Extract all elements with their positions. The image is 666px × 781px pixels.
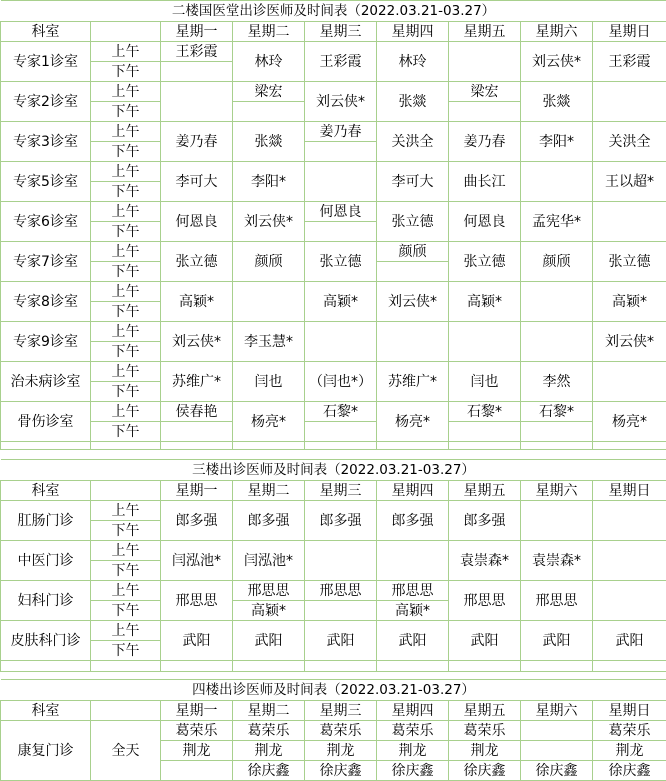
slot-pm: 下午 — [91, 142, 161, 162]
header-day: 星期三 — [305, 22, 377, 42]
doctor-cell: 郎多强 — [161, 501, 233, 541]
doctor-cell: 高颖* — [593, 282, 666, 322]
header-day: 星期一 — [161, 481, 233, 501]
doctor-cell-am: 梁宏 — [449, 82, 521, 102]
doctor-cell: 张立德 — [161, 242, 233, 282]
room-row — [1, 422, 666, 442]
empty-cell — [449, 42, 521, 82]
room-row — [1, 581, 666, 601]
room-row — [1, 322, 666, 342]
empty-cell — [521, 162, 593, 202]
empty-cell — [233, 282, 305, 322]
empty-cell — [161, 82, 233, 122]
room-row — [1, 82, 666, 102]
doctor-cell: 徐庆鑫 — [305, 761, 377, 781]
doctor-cell: 曲长江 — [449, 162, 521, 202]
doctor-cell: 杨亮* — [233, 402, 305, 442]
doctor-cell: 刘云侠* — [305, 82, 377, 122]
room-row — [1, 621, 666, 641]
doctor-cell-am: 邢思思 — [305, 581, 377, 601]
slot-pm: 下午 — [91, 222, 161, 242]
header-day: 星期五 — [449, 701, 521, 721]
empty-cell — [521, 721, 593, 741]
slot-am: 上午 — [91, 242, 161, 262]
doctor-cell-am: 姜乃春 — [305, 122, 377, 142]
room-name: 中医门诊 — [1, 541, 91, 581]
floor4-table — [0, 679, 666, 781]
slot-pm: 下午 — [91, 521, 161, 541]
doctor-cell: 荆龙 — [305, 741, 377, 761]
empty-cell — [593, 82, 666, 122]
slot-pm: 下午 — [91, 62, 161, 82]
slot-am: 上午 — [91, 202, 161, 222]
doctor-cell: 张立德 — [305, 242, 377, 282]
room-name: 妇科门诊 — [1, 581, 91, 621]
empty-cell — [377, 541, 449, 581]
doctor-cell-am: 何恩良 — [305, 202, 377, 222]
doctor-cell: 郎多强 — [305, 501, 377, 541]
doctor-cell: 袁崇森* — [521, 541, 593, 581]
doctor-cell: 颜颀 — [521, 242, 593, 282]
doctor-cell: 姜乃春 — [449, 122, 521, 162]
slot-am: 上午 — [91, 162, 161, 182]
room-name: 骨伤诊室 — [1, 402, 91, 442]
room-row — [1, 501, 666, 521]
doctor-cell: 高颖* — [305, 282, 377, 322]
empty-cell — [305, 541, 377, 581]
doctor-cell: 武阳 — [161, 621, 233, 661]
slot-am: 上午 — [91, 122, 161, 142]
room-row — [1, 122, 666, 142]
slot-am: 上午 — [91, 282, 161, 302]
doctor-cell: 刘云侠* — [161, 322, 233, 362]
doctor-cell: 高颖* — [161, 282, 233, 322]
slot-am: 上午 — [91, 621, 161, 641]
slot-pm: 下午 — [91, 382, 161, 402]
doctor-cell: 孟宪华* — [521, 202, 593, 242]
room-name: 专家2诊室 — [1, 82, 91, 122]
doctor-cell: 张燚 — [233, 122, 305, 162]
doctor-cell: 闫泓池* — [161, 541, 233, 581]
doctor-cell: 刘云侠* — [377, 282, 449, 322]
doctor-cell-pm — [161, 62, 233, 82]
doctor-cell-pm — [305, 422, 377, 442]
doctor-cell: 李然 — [521, 362, 593, 402]
slot-pm: 下午 — [91, 422, 161, 442]
room-name: 治未病诊室 — [1, 362, 91, 402]
room-name: 康复门诊 — [1, 721, 91, 781]
doctor-cell: 张立德 — [449, 242, 521, 282]
doctor-cell: 李可大 — [377, 162, 449, 202]
room-name: 专家9诊室 — [1, 322, 91, 362]
doctor-cell-pm — [305, 601, 377, 621]
doctor-cell: 张立德 — [593, 242, 666, 282]
floor3-header-row — [1, 481, 666, 501]
room-row — [1, 402, 666, 422]
doctor-cell-am: 石黎* — [521, 402, 593, 422]
gap-row — [1, 442, 666, 450]
doctor-cell: 武阳 — [305, 621, 377, 661]
empty-cell — [521, 322, 593, 362]
floor2-title: 二楼国医堂出诊医师及时间表（2022.03.21-03.27） — [1, 1, 666, 22]
slot-am: 上午 — [91, 581, 161, 601]
header-slot — [91, 22, 161, 42]
doctor-cell-pm — [233, 102, 305, 122]
room-row — [1, 282, 666, 302]
doctor-cell: 葛荣乐 — [233, 721, 305, 741]
header-day: 星期一 — [161, 701, 233, 721]
doctor-cell: 关洪全 — [593, 122, 666, 162]
doctor-cell: 郎多强 — [233, 501, 305, 541]
empty-cell — [305, 322, 377, 362]
header-day: 星期一 — [161, 22, 233, 42]
room-name: 专家3诊室 — [1, 122, 91, 162]
room-row — [1, 202, 666, 222]
doctor-cell: 武阳 — [377, 621, 449, 661]
doctor-cell-pm — [377, 262, 449, 282]
floor4-header-row — [1, 701, 666, 721]
doctor-cell: 姜乃春 — [161, 122, 233, 162]
room-name: 专家8诊室 — [1, 282, 91, 322]
doctor-cell: 李阳* — [521, 122, 593, 162]
doctor-cell-pm — [305, 222, 377, 242]
doctor-cell: 李阳* — [233, 162, 305, 202]
header-day: 星期日 — [593, 22, 666, 42]
doctor-cell: 葛荣乐 — [377, 721, 449, 741]
empty-cell — [593, 501, 666, 541]
header-day: 星期三 — [305, 481, 377, 501]
floor3-title: 三楼出诊医师及时间表（2022.03.21-03.27） — [1, 460, 666, 481]
floor2-header-row — [1, 22, 666, 42]
header-day: 星期二 — [233, 701, 305, 721]
slot-am: 上午 — [91, 82, 161, 102]
doctor-cell: 闫也 — [233, 362, 305, 402]
header-day: 星期四 — [377, 701, 449, 721]
doctor-cell: 徐庆鑫 — [449, 761, 521, 781]
empty-cell — [593, 202, 666, 242]
doctor-cell: 荆龙 — [593, 741, 666, 761]
empty-cell — [521, 282, 593, 322]
slot-am: 上午 — [91, 501, 161, 521]
header-slot — [91, 481, 161, 501]
doctor-cell: 武阳 — [449, 621, 521, 661]
doctor-cell: 葛荣乐 — [449, 721, 521, 741]
header-day: 星期六 — [521, 701, 593, 721]
room-name: 专家5诊室 — [1, 162, 91, 202]
doctor-cell: 徐庆鑫 — [377, 761, 449, 781]
doctor-cell: 苏维广* — [377, 362, 449, 402]
empty-cell — [593, 541, 666, 581]
doctor-cell: 葛荣乐 — [593, 721, 666, 741]
header-day: 星期二 — [233, 22, 305, 42]
doctor-cell-am: 梁宏 — [233, 82, 305, 102]
empty-cell — [377, 322, 449, 362]
slot-pm: 下午 — [91, 641, 161, 661]
slot-am: 上午 — [91, 541, 161, 561]
floor4-title: 四楼出诊医师及时间表（2022.03.21-03.27） — [1, 680, 666, 701]
slot-pm: 下午 — [91, 102, 161, 122]
empty-cell — [593, 581, 666, 621]
doctor-cell: 王以超* — [593, 162, 666, 202]
header-day: 星期五 — [449, 481, 521, 501]
header-room: 科室 — [1, 701, 91, 721]
doctor-cell: 荆龙 — [233, 741, 305, 761]
doctor-cell: 苏维广* — [161, 362, 233, 402]
header-room: 科室 — [1, 22, 91, 42]
doctor-cell: 张燚 — [521, 82, 593, 122]
doctor-cell: （闫也*） — [305, 362, 377, 402]
doctor-cell: 刘云侠* — [521, 42, 593, 82]
room-name: 专家7诊室 — [1, 242, 91, 282]
doctor-cell-am: 王彩霞 — [161, 42, 233, 62]
slot-pm: 下午 — [91, 342, 161, 362]
doctor-cell: 郎多强 — [377, 501, 449, 541]
gap-row — [1, 661, 666, 672]
doctor-cell: 徐庆鑫 — [233, 761, 305, 781]
doctor-cell: 王彩霞 — [593, 42, 666, 82]
floor3-table — [0, 459, 666, 672]
slot-am: 上午 — [91, 42, 161, 62]
doctor-cell: 闫泓池* — [233, 541, 305, 581]
doctor-cell-am: 邢思思 — [377, 581, 449, 601]
doctor-cell-am: 石黎* — [305, 402, 377, 422]
doctor-cell-pm: 高颖* — [377, 601, 449, 621]
room-row — [1, 721, 666, 741]
room-row — [1, 541, 666, 561]
doctor-cell-pm — [305, 142, 377, 162]
doctor-cell: 张立德 — [377, 202, 449, 242]
empty-cell — [449, 322, 521, 362]
doctor-cell-am: 颜颀 — [377, 242, 449, 262]
header-slot — [91, 701, 161, 721]
header-day: 星期三 — [305, 701, 377, 721]
header-day: 星期二 — [233, 481, 305, 501]
doctor-cell: 林玲 — [377, 42, 449, 82]
doctor-cell: 徐庆鑫 — [521, 761, 593, 781]
header-day: 星期六 — [521, 22, 593, 42]
room-name: 皮肤科门诊 — [1, 621, 91, 661]
slot-allday: 全天 — [91, 721, 161, 781]
doctor-cell: 武阳 — [233, 621, 305, 661]
header-day: 星期五 — [449, 22, 521, 42]
header-day: 星期四 — [377, 481, 449, 501]
doctor-cell-am: 侯春艳 — [161, 402, 233, 422]
doctor-cell: 邢思思 — [161, 581, 233, 621]
header-day: 星期日 — [593, 481, 666, 501]
doctor-cell: 武阳 — [593, 621, 666, 661]
doctor-cell-pm — [449, 102, 521, 122]
slot-pm: 下午 — [91, 182, 161, 202]
room-name: 专家6诊室 — [1, 202, 91, 242]
header-day: 星期四 — [377, 22, 449, 42]
slot-pm: 下午 — [91, 302, 161, 322]
slot-am: 上午 — [91, 362, 161, 382]
room-row — [1, 242, 666, 262]
slot-pm: 下午 — [91, 561, 161, 581]
doctor-cell: 何恩良 — [161, 202, 233, 242]
room-row — [1, 362, 666, 382]
doctor-cell: 杨亮* — [593, 402, 666, 442]
doctor-cell: 荆龙 — [161, 741, 233, 761]
doctor-cell: 闫也 — [449, 362, 521, 402]
header-day: 星期六 — [521, 481, 593, 501]
doctor-cell-am: 石黎* — [449, 402, 521, 422]
doctor-cell: 张燚 — [377, 82, 449, 122]
doctor-cell-am: 邢思思 — [233, 581, 305, 601]
empty-cell — [305, 162, 377, 202]
doctor-cell: 邢思思 — [521, 581, 593, 621]
doctor-cell: 袁崇森* — [449, 541, 521, 581]
doctor-cell: 关洪全 — [377, 122, 449, 162]
header-room: 科室 — [1, 481, 91, 501]
doctor-cell: 颜颀 — [233, 242, 305, 282]
doctor-cell: 葛荣乐 — [305, 721, 377, 741]
room-row — [1, 42, 666, 62]
doctor-cell: 林玲 — [233, 42, 305, 82]
doctor-cell: 王彩霞 — [305, 42, 377, 82]
room-row — [1, 162, 666, 182]
doctor-cell: 杨亮* — [377, 402, 449, 442]
empty-cell — [521, 501, 593, 541]
empty-cell — [161, 761, 233, 781]
slot-am: 上午 — [91, 402, 161, 422]
doctor-cell: 武阳 — [521, 621, 593, 661]
slot-pm: 下午 — [91, 262, 161, 282]
slot-pm: 下午 — [91, 601, 161, 621]
doctor-cell: 何恩良 — [449, 202, 521, 242]
room-name: 专家1诊室 — [1, 42, 91, 82]
doctor-cell: 荆龙 — [449, 741, 521, 761]
doctor-cell: 李玉慧* — [233, 322, 305, 362]
doctor-cell: 荆龙 — [377, 741, 449, 761]
slot-am: 上午 — [91, 322, 161, 342]
doctor-cell-pm: 高颖* — [233, 601, 305, 621]
empty-cell — [521, 741, 593, 761]
empty-cell — [593, 362, 666, 402]
doctor-cell: 高颖* — [449, 282, 521, 322]
doctor-cell-pm — [449, 422, 521, 442]
doctor-cell: 邢思思 — [449, 581, 521, 621]
doctor-cell: 郎多强 — [449, 501, 521, 541]
doctor-cell: 刘云侠* — [233, 202, 305, 242]
room-name: 肛肠门诊 — [1, 501, 91, 541]
doctor-cell-pm — [161, 422, 233, 442]
doctor-cell: 葛荣乐 — [161, 721, 233, 741]
doctor-cell: 刘云侠* — [593, 322, 666, 362]
doctor-cell: 徐庆鑫 — [593, 761, 666, 781]
header-day: 星期日 — [593, 701, 666, 721]
doctor-cell-pm — [521, 422, 593, 442]
doctor-cell: 李可大 — [161, 162, 233, 202]
